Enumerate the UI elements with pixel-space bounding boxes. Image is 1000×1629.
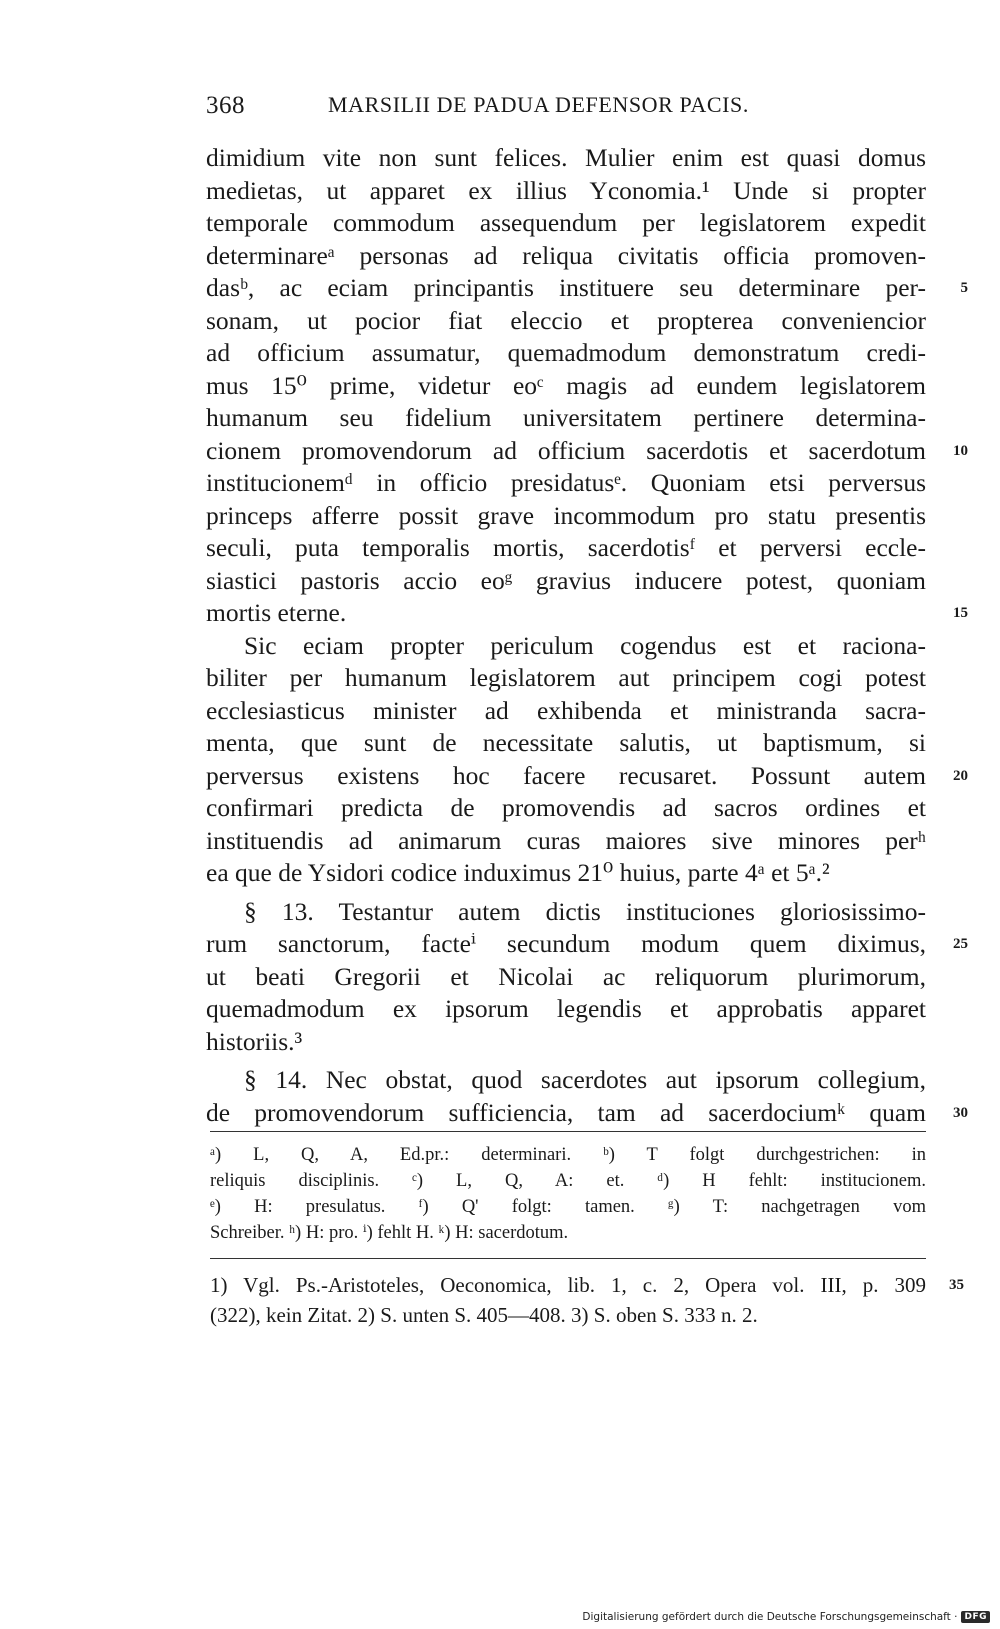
- text-line: mus 15⁰ prime, videtur eoᶜ magis ad eundem legislatorem: [206, 370, 926, 400]
- text-line: siastici pastoris accio eoᵍ gravius inducere potest, quoniam: [206, 565, 926, 595]
- footnote-divider: [210, 1258, 926, 1259]
- apparatus-line: ᵃ) L, Q, A, Ed.pr.: determinari. ᵇ) T folgt durchgestrichen: in: [210, 1145, 926, 1165]
- page-number: 368: [206, 92, 245, 119]
- critical-apparatus: [210, 1142, 926, 1246]
- text-line: humanum seu fidelium universitatem pertinere determina-: [206, 403, 926, 432]
- text-line: perversus existens hoc facere recusaret. Possunt autem 20: [206, 760, 926, 793]
- text-line: temporale commodum assequendum per legislatorem expedit: [206, 208, 926, 237]
- text-line: confirmari predicta de promovendis ad sacros ordines et: [206, 793, 926, 822]
- line-number: 30: [953, 1104, 968, 1121]
- apparatus-line: Schreiber. ʰ) H: pro. ⁱ) fehlt H. ᵏ) H: sacerdotum.: [210, 1223, 569, 1243]
- text-line: menta, que sunt de necessitate salutis, ut baptismum, si: [206, 728, 926, 757]
- line-number: 10: [953, 442, 968, 459]
- text-line: determinareᵃ personas ad reliqua civitatis officia promoven-: [206, 240, 926, 270]
- text-line: ut beati Gregorii et Nicolai ac reliquorum plurimorum,: [206, 961, 926, 991]
- footnote-line: (322), kein Zitat. 2) S. unten S. 405—408. 3) S. oben S. 333 n. 2.: [210, 1303, 758, 1327]
- apparatus-line: reliquis disciplinis. ᶜ) L, Q, A: et. ᵈ) H fehlt: institucionem.: [210, 1171, 926, 1191]
- text-line: quemadmodum ex ipsorum legendis et approbatis apparet: [206, 994, 926, 1023]
- text-line: § 13. Testantur autem dictis instituciones gloriosissimo-: [244, 896, 926, 926]
- footnote-line: 1) Vgl. Ps.-Aristoteles, Oeconomica, lib. 1, c. 2, Opera vol. III, p. 309 35: [210, 1270, 926, 1300]
- line-number: 5: [960, 280, 968, 296]
- line-number: 15: [953, 605, 968, 621]
- text-line: sonam, ut pocior fiat eleccio et propterea conveniencior: [206, 305, 926, 335]
- line-number: 20: [953, 767, 968, 784]
- text-line: medietas, ut apparet ex illius Yconomia.¹ Unde si propter: [206, 175, 926, 205]
- apparatus-line: ᵉ) H: presulatus. ᶠ) Q' folgt: tamen. ᵍ) T: nachgetragen vom: [210, 1197, 926, 1217]
- apparatus-divider: [210, 1131, 926, 1132]
- text-line: instituendis ad animarum curas maiores sive minores perʰ: [206, 825, 926, 855]
- text-line: historiis.³: [206, 1026, 303, 1056]
- running-title: MARSILII DE PADUA DEFENSOR PACIS.: [328, 92, 749, 117]
- text-line: seculi, puta temporalis mortis, sacerdotisᶠ et perversi eccle-: [206, 533, 926, 562]
- text-line: dimidium vite non sunt felices. Mulier enim est quasi domus: [206, 143, 926, 172]
- dfg-logo-icon: DFG: [961, 1611, 990, 1623]
- credit-text: Digitalisierung gefördert durch die Deutsche Forschungsgemeinschaft ·: [582, 1611, 958, 1623]
- text-line: ea que de Ysidori codice induximus 21⁰ huius, parte 4ᵃ et 5ᵃ.²: [206, 858, 830, 887]
- line-number: 35: [949, 1277, 964, 1293]
- text-line: biliter per humanum legislatorem aut principem cogi potest: [206, 663, 926, 692]
- main-text: [206, 142, 968, 1129]
- line-number: 25: [953, 936, 968, 952]
- digitization-credit: [582, 1611, 990, 1623]
- text-line: ecclesiasticus minister ad exhibenda et ministranda sacra-: [206, 695, 926, 725]
- page-header: [206, 92, 926, 128]
- text-line: § 14. Nec obstat, quod sacerdotes aut ipsorum collegium,: [244, 1065, 926, 1094]
- text-line: dasᵇ, ac eciam principantis instituere seu determinare per- 5: [206, 272, 926, 305]
- text-line: institucionemᵈ in officio presidatusᵉ. Quoniam etsi perversus: [206, 468, 926, 497]
- text-line: princeps afferre possit grave incommodum pro statu presentis: [206, 500, 926, 530]
- text-line: cionem promovendorum ad officium sacerdotis et sacerdotum 10: [206, 435, 926, 468]
- text-line: ad officium assumatur, quemadmodum demonstratum credi-: [206, 338, 926, 367]
- footnotes: [210, 1270, 964, 1330]
- text-line: de promovendorum sufficiencia, tam ad sacerdociumᵏ quam 30: [206, 1097, 926, 1130]
- text-line: rum sanctorum, facteⁱ secundum modum quem diximus, 25: [206, 928, 926, 961]
- text-line: mortis eterne. 15: [206, 597, 926, 630]
- text-line: Sic eciam propter periculum cogendus est et raciona-: [244, 630, 926, 660]
